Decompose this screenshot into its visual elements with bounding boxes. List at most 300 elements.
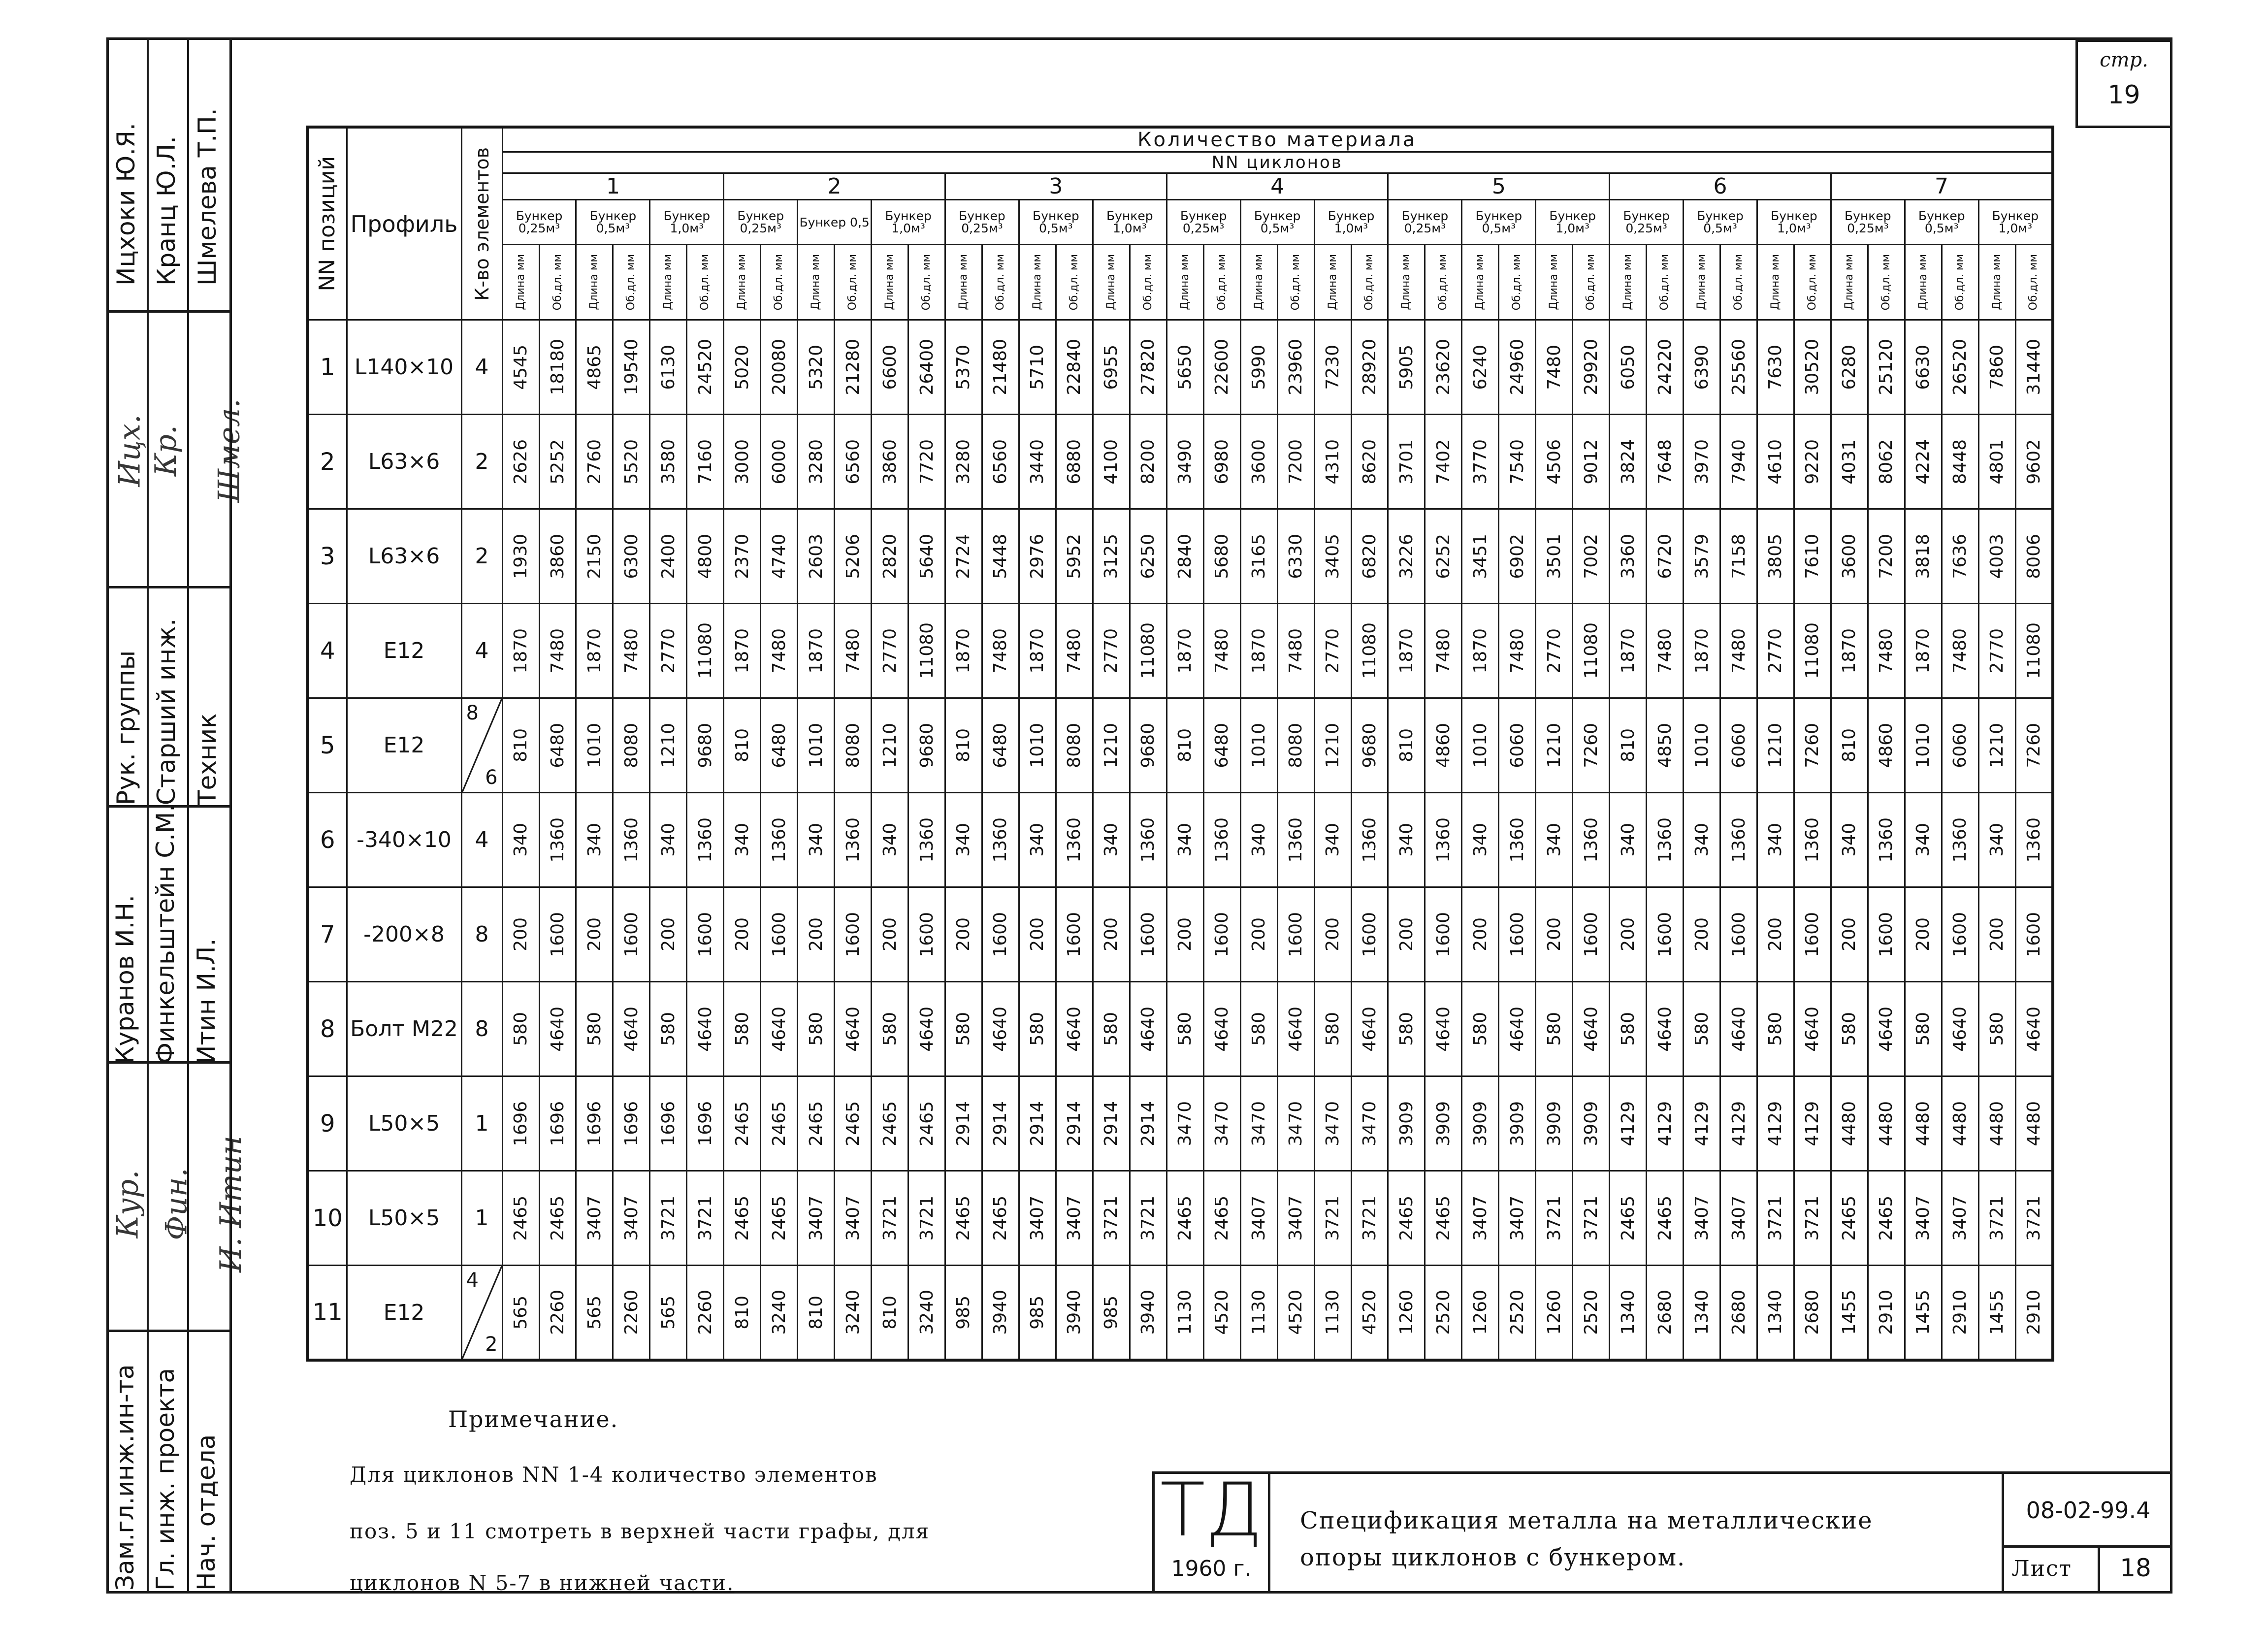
quantity-cell: 4640	[1647, 982, 1684, 1076]
quantity-cell: 1010	[1240, 698, 1277, 793]
quantity-cell: 9602	[2015, 415, 2053, 509]
quantity-cell: 1360	[1499, 793, 1536, 887]
bunker-header: Бункер 0,5м³	[1684, 200, 1757, 245]
quantity-cell: 1600	[1425, 887, 1462, 982]
quantity-cell: 3165	[1240, 509, 1277, 604]
quantity-cell: 9680	[1351, 698, 1388, 793]
quantity-cell: 4640	[1942, 982, 1978, 1076]
quantity-cell: 340	[1093, 793, 1130, 887]
quantity-cell: 1210	[1757, 698, 1794, 793]
quantity-cell: 2465	[1203, 1171, 1240, 1266]
quantity-cell: 11080	[1130, 604, 1166, 698]
position-number: 1	[308, 320, 347, 415]
quantity-cell: 200	[1978, 887, 2015, 982]
quantity-cell: 340	[1610, 793, 1647, 887]
quantity-cell: 18180	[539, 320, 576, 415]
quantity-cell: 2465	[1166, 1171, 1203, 1266]
quantity-cell: 3721	[1536, 1171, 1573, 1266]
quantity-cell: 3721	[2015, 1171, 2053, 1266]
quantity-cell: 1260	[1462, 1266, 1499, 1360]
quantity-cell: 7002	[1573, 509, 1610, 604]
quantity-cell: 580	[1831, 982, 1868, 1076]
bunker-header: Бункер 0,25м³	[945, 200, 1019, 245]
count-top: 4	[466, 1269, 479, 1292]
quantity-cell: 810	[872, 1266, 908, 1360]
quantity-cell: 7480	[1942, 604, 1978, 698]
quantity-cell: 6000	[761, 415, 798, 509]
quantity-cell: 5520	[613, 415, 650, 509]
quantity-cell: 580	[872, 982, 908, 1076]
quantity-cell: 3600	[1240, 415, 1277, 509]
title-block-divider	[2002, 1471, 2004, 1594]
quantity-cell: 340	[576, 793, 613, 887]
quantity-cell: 6902	[1499, 509, 1536, 604]
quantity-cell: 3580	[650, 415, 687, 509]
total-length-header: Об.дл. мм	[1499, 245, 1536, 320]
quantity-cell: 24520	[687, 320, 724, 415]
position-number: 3	[308, 509, 347, 604]
quantity-cell: 6480	[539, 698, 576, 793]
quantity-cell: 24960	[1499, 320, 1536, 415]
quantity-cell: 1360	[1277, 793, 1314, 887]
length-header: Длина мм	[1462, 245, 1499, 320]
quantity-cell: 6060	[1942, 698, 1978, 793]
quantity-cell: 1340	[1757, 1266, 1794, 1360]
quantity-cell: 8080	[1277, 698, 1314, 793]
quantity-cell: 4640	[1425, 982, 1462, 1076]
table-row	[308, 698, 2053, 793]
quantity-cell: 580	[1314, 982, 1351, 1076]
total-length-header: Об.дл. мм	[1794, 245, 1831, 320]
quantity-cell: 2914	[1056, 1076, 1093, 1171]
quantity-cell: 4640	[1056, 982, 1093, 1076]
quantity-cell: 1870	[1831, 604, 1868, 698]
element-count	[461, 698, 502, 793]
quantity-cell: 3407	[576, 1171, 613, 1266]
total-length-header: Об.дл. мм	[908, 245, 945, 320]
quantity-cell: 3909	[1462, 1076, 1499, 1171]
cyclone-4-header: 4	[1166, 173, 1388, 200]
quantity-cell: 22600	[1203, 320, 1240, 415]
quantity-cell: 340	[502, 793, 539, 887]
quantity-cell: 580	[650, 982, 687, 1076]
quantity-cell: 580	[1019, 982, 1056, 1076]
stamp-role: Техник	[193, 713, 222, 805]
quantity-cell: 3240	[761, 1266, 798, 1360]
quantity-cell: 1010	[1462, 698, 1499, 793]
total-length-header: Об.дл. мм	[835, 245, 872, 320]
quantity-cell: 5020	[724, 320, 761, 415]
quantity-cell: 3721	[908, 1171, 945, 1266]
signature: Шмел.	[212, 398, 247, 503]
signature: И. Итин	[213, 1136, 248, 1272]
quantity-cell: 1340	[1610, 1266, 1647, 1360]
quantity-cell: 985	[945, 1266, 982, 1360]
quantity-cell: 2465	[724, 1171, 761, 1266]
quantity-cell: 4640	[1130, 982, 1166, 1076]
element-count: 8	[461, 982, 502, 1076]
total-length-header: Об.дл. мм	[1573, 245, 1610, 320]
quantity-cell: 2840	[1166, 509, 1203, 604]
quantity-cell: 4506	[1536, 415, 1573, 509]
count-top: 8	[466, 702, 479, 725]
note-line: Для циклонов NN 1-4 количество элементов	[350, 1463, 878, 1487]
quantity-cell: 340	[650, 793, 687, 887]
quantity-cell: 1010	[1019, 698, 1056, 793]
quantity-cell: 340	[1240, 793, 1277, 887]
bunker-header: Бункер 0,25м³	[1831, 200, 1905, 245]
quantity-cell: 4480	[1868, 1076, 1905, 1171]
quantity-cell: 200	[1684, 887, 1720, 982]
quantity-cell: 2465	[798, 1076, 835, 1171]
quantity-cell: 4545	[502, 320, 539, 415]
quantity-cell: 1360	[1794, 793, 1831, 887]
quantity-cell: 7260	[1794, 698, 1831, 793]
position-number: 10	[308, 1171, 347, 1266]
quantity-cell: 1600	[1720, 887, 1757, 982]
quantity-cell: 200	[1757, 887, 1794, 982]
quantity-cell: 1360	[1573, 793, 1610, 887]
stamp-column-line	[229, 37, 232, 1594]
position-number: 9	[308, 1076, 347, 1171]
quantity-cell: 810	[1388, 698, 1425, 793]
page-label: стр.	[2100, 49, 2148, 71]
position-number: 7	[308, 887, 347, 982]
stamp-role: Зам.гл.инж.ин-та	[111, 1364, 139, 1591]
bunker-header: Бункер 1,0м³	[872, 200, 945, 245]
quantity-cell: 3407	[1720, 1171, 1757, 1266]
total-length-header: Об.дл. мм	[1868, 245, 1905, 320]
quantity-cell: 3470	[1314, 1076, 1351, 1171]
quantity-cell: 580	[1093, 982, 1130, 1076]
length-header: Длина мм	[1166, 245, 1203, 320]
quantity-cell: 340	[1978, 793, 2015, 887]
quantity-cell: 3470	[1277, 1076, 1314, 1171]
quantity-cell: 1600	[1351, 887, 1388, 982]
quantity-cell: 580	[1684, 982, 1720, 1076]
table-row	[308, 509, 2053, 604]
quantity-cell: 1360	[613, 793, 650, 887]
quantity-cell: 200	[1388, 887, 1425, 982]
quantity-cell: 4480	[1905, 1076, 1942, 1171]
quantity-cell: 1010	[798, 698, 835, 793]
quantity-cell: 580	[724, 982, 761, 1076]
quantity-cell: 1360	[1647, 793, 1684, 887]
quantity-cell: 1600	[1573, 887, 1610, 982]
quantity-cell: 1360	[1425, 793, 1462, 887]
quantity-cell: 3579	[1684, 509, 1720, 604]
length-header: Длина мм	[576, 245, 613, 320]
element-count: 2	[461, 509, 502, 604]
quantity-cell: 1600	[2015, 887, 2053, 982]
quantity-cell: 3721	[1314, 1171, 1351, 1266]
quantity-cell: 2465	[761, 1076, 798, 1171]
quantity-cell: 7480	[1647, 604, 1684, 698]
quantity-cell: 2910	[2015, 1266, 2053, 1360]
quantity-cell: 4310	[1314, 415, 1351, 509]
quantity-cell: 6480	[1203, 698, 1240, 793]
quantity-cell: 1455	[1978, 1266, 2015, 1360]
quantity-cell: 340	[1831, 793, 1868, 887]
quantity-cell: 1870	[798, 604, 835, 698]
quantity-cell: 1600	[1794, 887, 1831, 982]
quantity-cell: 3909	[1425, 1076, 1462, 1171]
cyclone-2-header: 2	[724, 173, 945, 200]
quantity-cell: 6300	[613, 509, 650, 604]
quantity-cell: 5710	[1019, 320, 1056, 415]
quantity-cell: 3226	[1388, 509, 1425, 604]
length-header: Длина мм	[502, 245, 539, 320]
quantity-cell: 1600	[908, 887, 945, 982]
quantity-cell: 11080	[2015, 604, 2053, 698]
quantity-cell: 1600	[687, 887, 724, 982]
quantity-cell: 1360	[2015, 793, 2053, 887]
table-row	[308, 1266, 2053, 1360]
quantity-cell: 2465	[1425, 1171, 1462, 1266]
total-length-header: Об.дл. мм	[2015, 245, 2053, 320]
quantity-cell: 1360	[1056, 793, 1093, 887]
quantity-cell: 3721	[687, 1171, 724, 1266]
quantity-cell: 1210	[1978, 698, 2015, 793]
quantity-cell: 3407	[1240, 1171, 1277, 1266]
quantity-cell: 2465	[1647, 1171, 1684, 1266]
quantity-cell: 3940	[1130, 1266, 1166, 1360]
stamp-name: Кранц Ю.Л.	[152, 136, 181, 286]
profile-cell: Е12	[347, 604, 461, 698]
quantity-cell: 2770	[1314, 604, 1351, 698]
length-header: Длина мм	[1019, 245, 1056, 320]
quantity-cell: 340	[1019, 793, 1056, 887]
quantity-cell: 3280	[945, 415, 982, 509]
element-count: 1	[461, 1076, 502, 1171]
quantity-cell: 580	[502, 982, 539, 1076]
quantity-cell: 1455	[1905, 1266, 1942, 1360]
quantity-cell: 200	[1240, 887, 1277, 982]
total-length-header: Об.дл. мм	[982, 245, 1019, 320]
quantity-cell: 1870	[1019, 604, 1056, 698]
quantity-cell: 6060	[1499, 698, 1536, 793]
quantity-cell: 3470	[1203, 1076, 1240, 1171]
quantity-cell: 3490	[1166, 415, 1203, 509]
quantity-cell: 6050	[1610, 320, 1647, 415]
quantity-cell: 6630	[1905, 320, 1942, 415]
signature: Кур.	[110, 1170, 145, 1238]
quantity-cell: 1360	[539, 793, 576, 887]
quantity-cell: 7480	[1277, 604, 1314, 698]
quantity-cell: 4640	[1351, 982, 1388, 1076]
quantity-cell: 1696	[613, 1076, 650, 1171]
quantity-cell: 11080	[908, 604, 945, 698]
quantity-cell: 1130	[1314, 1266, 1351, 1360]
stamp-column-line	[147, 37, 149, 1594]
quantity-cell: 3405	[1314, 509, 1351, 604]
quantity-cell: 4640	[2015, 982, 2053, 1076]
quantity-cell: 3470	[1240, 1076, 1277, 1171]
profile-cell: Е12	[347, 1266, 461, 1360]
quantity-cell: 1870	[1905, 604, 1942, 698]
stamp-name: Куранов И.Н.	[111, 895, 139, 1064]
quantity-cell: 2914	[982, 1076, 1019, 1171]
quantity-cell: 2724	[945, 509, 982, 604]
quantity-cell: 5370	[945, 320, 982, 415]
quantity-cell: 8006	[2015, 509, 2053, 604]
stamp-role: Гл. инж. проекта	[151, 1368, 180, 1591]
quantity-cell: 810	[1610, 698, 1647, 793]
quantity-cell: 1260	[1388, 1266, 1425, 1360]
element-count	[461, 1266, 502, 1360]
bunker-header: Бункер 0,5м³	[1905, 200, 1978, 245]
bunker-header: Бункер 0,5	[798, 200, 872, 245]
quantity-cell: 4129	[1794, 1076, 1831, 1171]
quantity-cell: 1130	[1166, 1266, 1203, 1360]
bunker-header: Бункер 1,0м³	[1536, 200, 1610, 245]
quantity-cell: 19540	[613, 320, 650, 415]
quantity-cell: 3860	[539, 509, 576, 604]
quantity-cell: 1870	[1684, 604, 1720, 698]
quantity-cell: 1600	[1868, 887, 1905, 982]
quantity-cell: 200	[1093, 887, 1130, 982]
quantity-cell: 1696	[502, 1076, 539, 1171]
quantity-cell: 1696	[687, 1076, 724, 1171]
quantity-cell: 6252	[1425, 509, 1462, 604]
quantity-cell: 9220	[1794, 415, 1831, 509]
quantity-cell: 7648	[1647, 415, 1684, 509]
quantity-cell: 4640	[687, 982, 724, 1076]
quantity-cell: 1210	[1093, 698, 1130, 793]
quantity-cell: 4801	[1978, 415, 2015, 509]
quantity-cell: 4129	[1757, 1076, 1794, 1171]
quantity-cell: 2770	[1536, 604, 1573, 698]
quantity-cell: 1600	[1942, 887, 1978, 982]
stamp-name: Шмелева Т.П.	[193, 108, 222, 286]
quantity-cell: 6280	[1831, 320, 1868, 415]
cyclone-6-header: 6	[1610, 173, 1831, 200]
quantity-cell: 8080	[1056, 698, 1093, 793]
quantity-cell: 7200	[1868, 509, 1905, 604]
total-length-header: Об.дл. мм	[1130, 245, 1166, 320]
page-number-box	[2075, 39, 2172, 128]
quantity-cell: 1130	[1240, 1266, 1277, 1360]
header-material-quantity: Количество материала	[502, 127, 2053, 152]
quantity-cell: 3470	[1166, 1076, 1203, 1171]
quantity-cell: 810	[945, 698, 982, 793]
quantity-cell: 340	[1905, 793, 1942, 887]
quantity-cell: 1455	[1831, 1266, 1868, 1360]
quantity-cell: 340	[798, 793, 835, 887]
quantity-cell: 565	[650, 1266, 687, 1360]
stamp-column-line	[187, 37, 189, 1594]
quantity-cell: 6880	[1056, 415, 1093, 509]
position-number: 2	[308, 415, 347, 509]
td-logo: ТД	[1160, 1467, 1263, 1553]
quantity-cell: 4640	[835, 982, 872, 1076]
quantity-cell: 340	[1684, 793, 1720, 887]
quantity-cell: 5952	[1056, 509, 1093, 604]
quantity-cell: 1600	[1056, 887, 1093, 982]
quantity-cell: 3909	[1536, 1076, 1573, 1171]
quantity-cell: 1600	[1647, 887, 1684, 982]
signature: Кр.	[148, 425, 183, 476]
quantity-cell: 200	[724, 887, 761, 982]
quantity-cell: 1696	[539, 1076, 576, 1171]
quantity-cell: 7940	[1720, 415, 1757, 509]
quantity-cell: 8200	[1130, 415, 1166, 509]
quantity-cell: 200	[872, 887, 908, 982]
profile-cell: L50×5	[347, 1076, 461, 1171]
quantity-cell: 1600	[1277, 887, 1314, 982]
quantity-cell: 4610	[1757, 415, 1794, 509]
quantity-cell: 3909	[1573, 1076, 1610, 1171]
title-year: 1960 г.	[1171, 1556, 1252, 1581]
signature: Фин.	[159, 1168, 194, 1240]
quantity-cell: 810	[502, 698, 539, 793]
quantity-cell: 3721	[1978, 1171, 2015, 1266]
quantity-cell: 7480	[539, 604, 576, 698]
quantity-cell: 4865	[576, 320, 613, 415]
quantity-cell: 2150	[576, 509, 613, 604]
table-row	[308, 1171, 2053, 1266]
signature: Ицх.	[112, 414, 147, 487]
quantity-cell: 8080	[613, 698, 650, 793]
quantity-cell: 3940	[1056, 1266, 1093, 1360]
quantity-cell: 1870	[576, 604, 613, 698]
quantity-cell: 1360	[1351, 793, 1388, 887]
total-length-header: Об.дл. мм	[1647, 245, 1684, 320]
quantity-cell: 2976	[1019, 509, 1056, 604]
quantity-cell: 3501	[1536, 509, 1573, 604]
total-length-header: Об.дл. мм	[1942, 245, 1978, 320]
quantity-cell: 1360	[687, 793, 724, 887]
quantity-cell: 1600	[835, 887, 872, 982]
quantity-cell: 9012	[1573, 415, 1610, 509]
quantity-cell: 3360	[1610, 509, 1647, 604]
quantity-cell: 26520	[1942, 320, 1978, 415]
quantity-cell: 21280	[835, 320, 872, 415]
cyclone-5-header: 5	[1388, 173, 1610, 200]
quantity-cell: 3407	[1462, 1171, 1499, 1266]
quantity-cell: 580	[1388, 982, 1425, 1076]
quantity-cell: 1600	[1130, 887, 1166, 982]
quantity-cell: 580	[1536, 982, 1573, 1076]
length-header: Длина мм	[1831, 245, 1868, 320]
quantity-cell: 6955	[1093, 320, 1130, 415]
total-length-header: Об.дл. мм	[687, 245, 724, 320]
quantity-cell: 3721	[1757, 1171, 1794, 1266]
note-line: циклонов N 5-7 в нижней части.	[350, 1571, 735, 1595]
quantity-cell: 3407	[1684, 1171, 1720, 1266]
quantity-cell: 7540	[1499, 415, 1536, 509]
quantity-cell: 2914	[945, 1076, 982, 1171]
quantity-cell: 4031	[1831, 415, 1868, 509]
quantity-cell: 11080	[1573, 604, 1610, 698]
bunker-header: Бункер 1,0м³	[1757, 200, 1831, 245]
quantity-cell: 7480	[1499, 604, 1536, 698]
length-header: Длина мм	[798, 245, 835, 320]
length-header: Длина мм	[1978, 245, 2015, 320]
quantity-cell: 2465	[724, 1076, 761, 1171]
quantity-cell: 7160	[687, 415, 724, 509]
length-header: Длина мм	[1757, 245, 1794, 320]
quantity-cell: 2770	[650, 604, 687, 698]
quantity-cell: 4480	[2015, 1076, 2053, 1171]
quantity-cell: 340	[1536, 793, 1573, 887]
quantity-cell: 9680	[1130, 698, 1166, 793]
quantity-cell: 1210	[1536, 698, 1573, 793]
count-bottom: 6	[485, 766, 498, 789]
quantity-cell: 3909	[1499, 1076, 1536, 1171]
quantity-cell: 985	[1019, 1266, 1056, 1360]
quantity-cell: 1360	[1868, 793, 1905, 887]
